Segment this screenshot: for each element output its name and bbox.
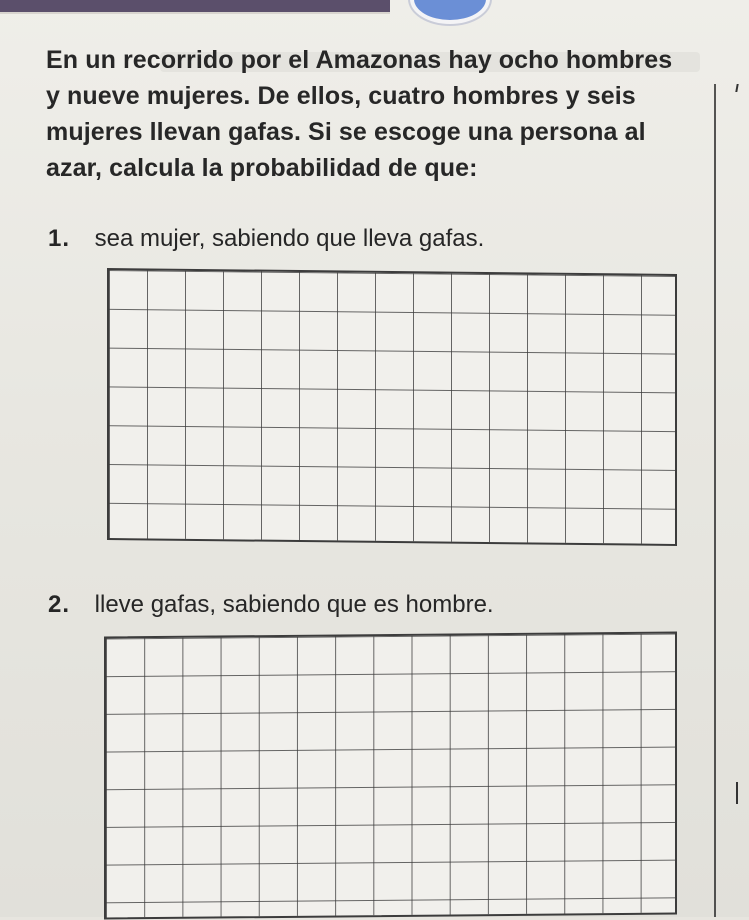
margin-line (714, 84, 716, 917)
problem-statement: En un recorrido por el Amazonas hay ocho hombres y nueve mujeres. De ellos, cuatro hombres y seis mujeres llevan gafas. Si se escoge una persona al azar, calcula la probabilidad de que: (46, 46, 673, 182)
question-text: sea mujer, sabiendo que lleva gafas. (94, 225, 485, 252)
question-text: lleve gafas, sabiendo que es hombre. (94, 591, 494, 618)
top-color-band (0, 0, 390, 14)
question-number: 2. (48, 591, 71, 618)
answer-grid-2 (104, 631, 677, 919)
margin-mark (735, 84, 742, 92)
margin-mark (733, 782, 739, 804)
question-1 (48, 224, 568, 254)
answer-grid-1 (107, 268, 677, 546)
question-number: 1. (48, 225, 71, 252)
top-circle-mark (410, 0, 490, 24)
question-2 (48, 590, 588, 620)
